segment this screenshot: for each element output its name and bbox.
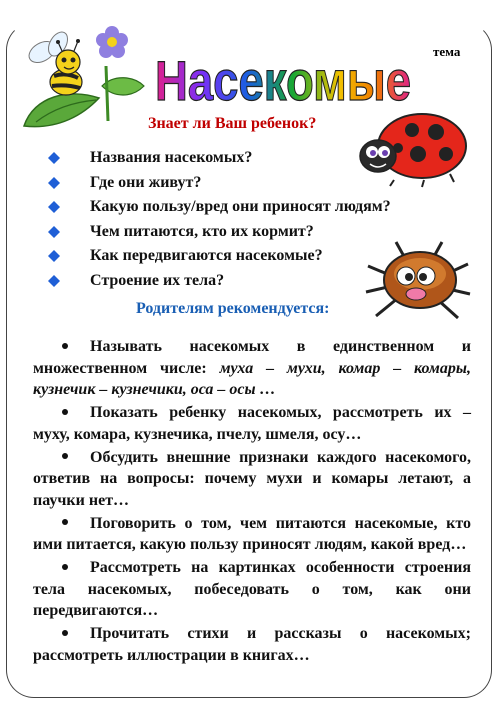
blue-diamond-icon: [48, 226, 60, 238]
bullet-icon: [62, 453, 68, 459]
question-text: Какую пользу/вред они приносят людям?: [90, 198, 391, 216]
bee-illustration: [14, 26, 154, 138]
list-item: [48, 146, 391, 171]
page-title: [152, 28, 414, 118]
list-item: [33, 336, 471, 401]
question-text: Как передвигаются насекомые?: [90, 247, 323, 265]
blue-diamond-icon: [48, 250, 60, 262]
list-item: [48, 244, 391, 269]
recommendation-text: Показать ребенку насекомых, рассмотреть их – муху, комара, кузнечика, пчелу, шмеля, осу…: [33, 404, 471, 443]
question-text: Где они живут?: [90, 173, 202, 191]
list-item: [48, 220, 391, 245]
recommendation-examples: муха – мухи, комар – комары, кузнечик – кузнечики, оса – осы …: [33, 359, 471, 398]
brown-bug-illustration: [362, 236, 474, 322]
page-title-text: Насекомые: [155, 49, 411, 112]
bullet-icon: [62, 564, 68, 570]
bullet-icon: [62, 343, 68, 349]
recommendation-text: Поговорить о том, чем питаются насекомые, кто ими питается, какую пользу приносят людям, какой вред…: [33, 514, 471, 553]
list-item: [48, 171, 391, 196]
list-item: [33, 623, 471, 666]
list-item: [33, 513, 471, 556]
questions-list: [48, 146, 391, 293]
blue-diamond-icon: [48, 152, 60, 164]
blue-diamond-icon: [48, 177, 60, 189]
blue-diamond-icon: [48, 201, 60, 213]
question-text: Названия насекомых?: [90, 149, 253, 167]
recommendation-text: Рассмотреть на картинках особенности строения тела насекомых, побеседовать о том, как они передвигаются…: [33, 559, 471, 619]
list-item: [33, 447, 471, 512]
question-text: Строение их тела?: [90, 271, 225, 289]
question-text: Чем питаются, кто их кормит?: [90, 222, 314, 240]
recommendation-text: Обсудить внешние признаки каждого насекомого, ответив на вопросы: почему мухи и комары летают, а паучки нет…: [33, 448, 471, 509]
recommendation-text: Прочитать стихи и рассказы о насекомых; рассмотреть иллюстрации в книгах…: [33, 625, 471, 664]
bullet-icon: [62, 409, 68, 415]
list-item: [33, 402, 471, 445]
recommendation-text: Называть насекомых в единственном и множественном числе:: [33, 338, 471, 377]
list-item: [48, 195, 391, 220]
topic-tag: тема: [433, 44, 461, 59]
recommendations-list: [33, 336, 471, 668]
bullet-icon: [62, 519, 68, 525]
list-item: [33, 557, 471, 622]
bullet-icon: [62, 630, 68, 636]
list-item: [48, 269, 391, 294]
questions-heading: Знает ли Ваш ребенок?: [148, 115, 317, 132]
recommendations-heading: Родителям рекомендуется:: [136, 300, 330, 317]
blue-diamond-icon: [48, 275, 60, 287]
